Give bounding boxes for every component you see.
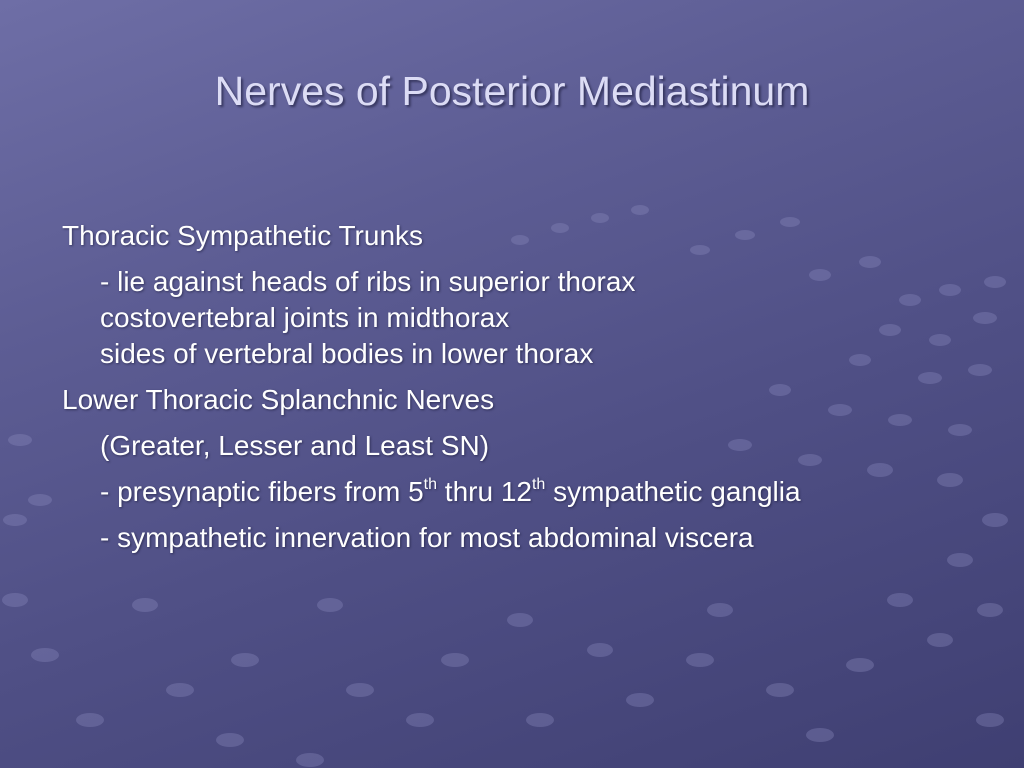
bg-dot [76,713,104,727]
bg-dot [166,683,194,697]
splanchnic-line-types: (Greater, Lesser and Least SN) [100,430,490,461]
bg-dot [887,593,913,607]
splanchnic-line-fibers [62,474,982,510]
bg-dot [3,514,27,526]
bg-dot [231,653,259,667]
bg-dot [346,683,374,697]
bg-dot [846,658,874,672]
bg-dot [806,728,834,742]
bg-dot [216,733,244,747]
bg-dot [132,598,158,612]
fibers-sup-1: th [423,475,438,493]
bg-dot [441,653,469,667]
trunk-line-ribs: - lie against heads of ribs in superior thorax [100,266,636,297]
bg-dot [982,513,1008,527]
bg-dot [2,593,28,607]
bg-dot [526,713,554,727]
bg-dot [31,648,59,662]
bg-dot [686,653,714,667]
bg-dot [766,683,794,697]
trunk-line-vertebral: sides of vertebral bodies in lower thorax [100,338,594,369]
fibers-sup-2: th [531,475,546,493]
fibers-mid: thru 12 [437,476,532,507]
slide-body [62,218,982,556]
bg-dot [317,598,343,612]
bg-dot [984,276,1006,288]
fibers-prefix: - presynaptic fibers from 5 [100,476,424,507]
bg-dot [587,643,613,657]
bg-dot [8,434,32,446]
bg-dot [507,613,533,627]
bg-dot [977,603,1003,617]
bg-dot [976,713,1004,727]
splanchnic-line-innervation: - sympathetic innervation for most abdominal viscera [100,522,754,553]
bg-dot [707,603,733,617]
bg-dot [296,753,324,767]
slide-title: Nerves of Posterior Mediastinum [214,68,810,114]
section-heading-sympathetic-trunks: Thoracic Sympathetic Trunks [62,220,424,251]
section-heading-splanchnic-nerves: Lower Thoracic Splanchnic Nerves [62,384,495,415]
bg-dot [28,494,52,506]
bg-dot [631,205,649,215]
bg-dot [406,713,434,727]
bg-dot [626,693,654,707]
trunk-line-joints: costovertebral joints in midthorax [100,302,510,333]
fibers-suffix: sympathetic ganglia [545,476,801,507]
bg-dot [927,633,953,647]
